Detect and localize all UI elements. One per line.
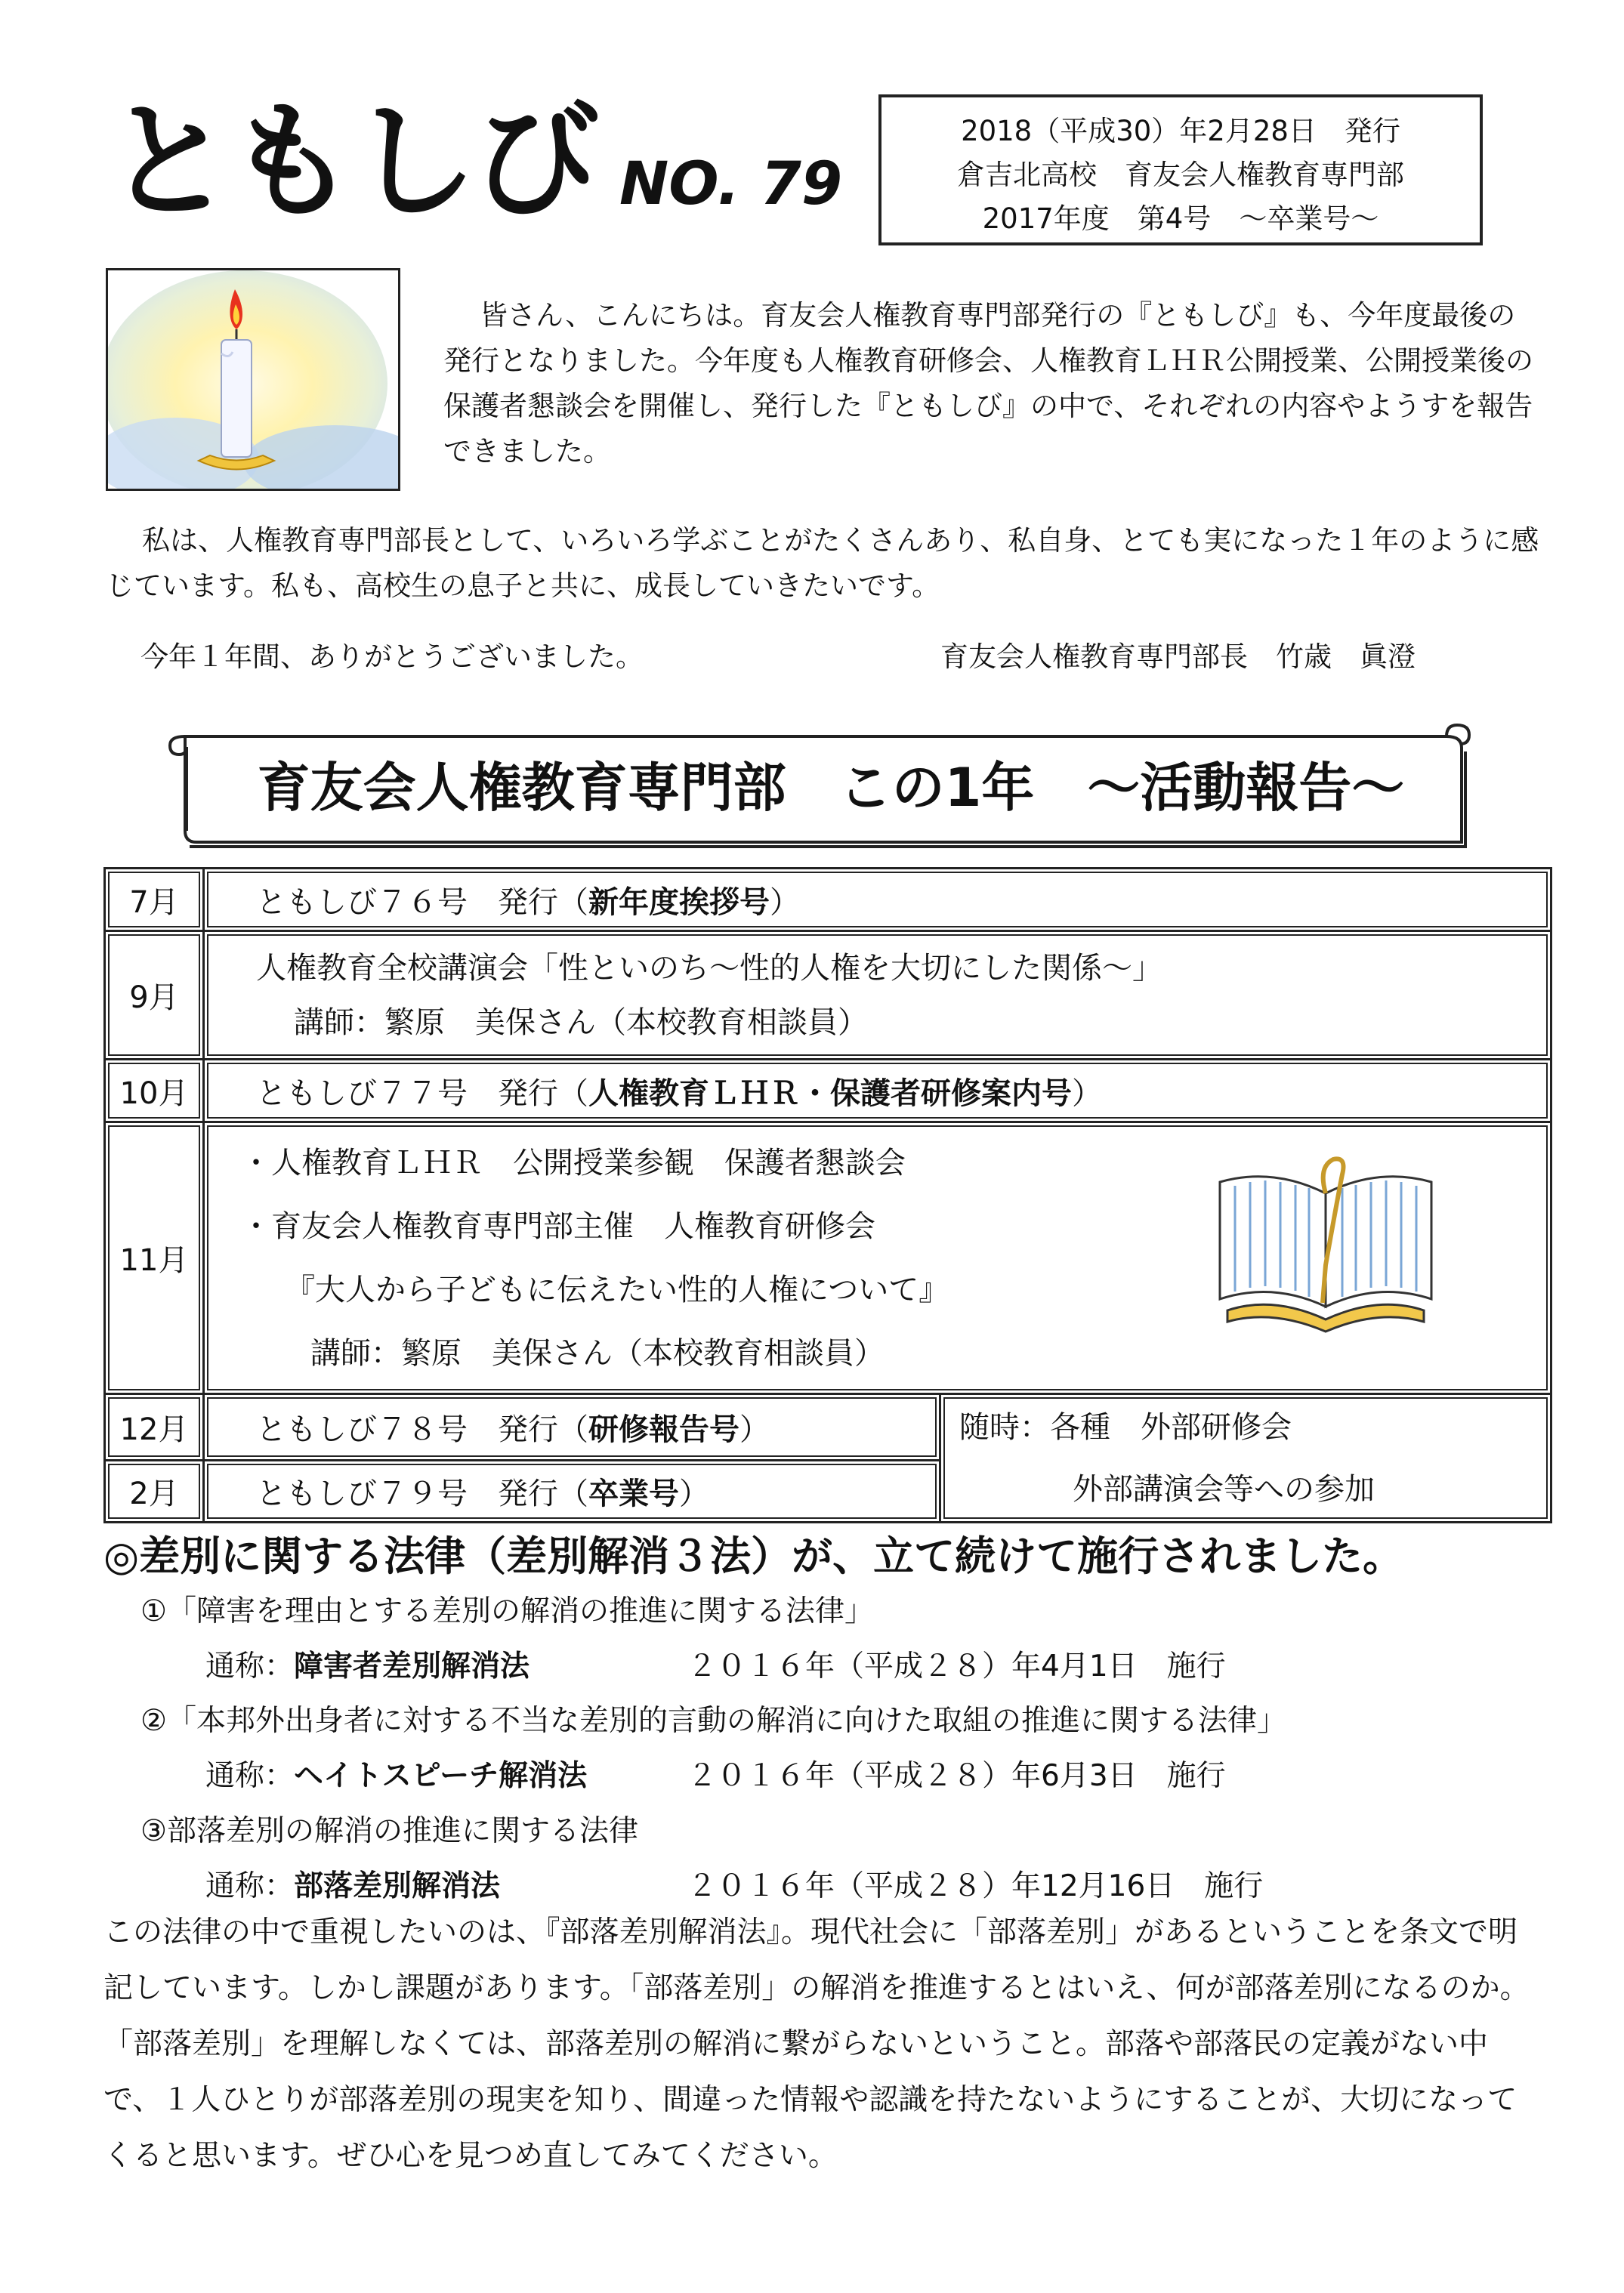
law-common-name: 通称：ヘイトスピーチ解消法 bbox=[205, 1759, 588, 1793]
issue-publisher: 倉吉北高校 育友会人権教育専門部 bbox=[957, 159, 1404, 191]
activity-cell: 人権教育全校講演会「性といのち～性的人権を大切にした関係～」 講師：繁原 美保さん（本校教育相談員） bbox=[204, 931, 1551, 1060]
banner-title: 育友会人権教育専門部 この1年 ～活動報告～ bbox=[257, 757, 1405, 819]
issue-number: NO. 79 bbox=[619, 150, 843, 218]
laws-heading: ◎差別に関する法律（差別解消３法）が、立て続けて施行されました。 bbox=[103, 1532, 1404, 1580]
greeting-paragraph-2: 私は、人権教育専門部長として、いろいろ学ぶことがたくさんあり、私自身、とても実になった１年のように感じています。私も、高校生の息子と共に、成長していきたいです。 bbox=[106, 524, 1539, 602]
activity-cell: ・人権教育ＬＨＲ 公開授業参観 保護者懇談会 ・育友会人権教育専門部主催 人権教育研修会 『大人から子どもに伝えたい性的人権について』 講師：繁原 美保さん（本校教育相談員） bbox=[204, 1122, 1551, 1394]
law-common-name: 通称：障害者差別解消法 bbox=[205, 1650, 530, 1683]
law-enactment-date: ２０１６年（平成２８）年6月3日 施行 bbox=[687, 1759, 1226, 1793]
closing-paragraph: この法律の中で重視したいのは、『部落差別解消法』。現代社会に「部落差別」があるということを条文で明記しています。しかし課題があります。「部落差別」の解消を推進するとはいえ、何が部落差別になるのか。「部落差別」を理解しなくては、部落差別の解消に繋がらないということ。部落や部落民の定義がない中で、１人ひとりが部落差別の現実を知り、間違った情報や認識を持たないようにすることが、大切になってくると思います。ぜひ心を見つめ直してみてください。 bbox=[103, 1915, 1530, 2173]
greeting-paragraph-1: 皆さん、こんにちは。育友会人権教育専門部発行の『ともしび』も、今年度最後の発行となりました。今年度も人権教育研修会、人権教育ＬＨＲ公開授業、公開授業後の保護者懇談会を開催し、発行した『ともしび』の中で、それぞれの内容やようすを報告できました。 bbox=[443, 299, 1533, 468]
issue-info-box bbox=[878, 94, 1483, 245]
month-cell: 9月 bbox=[105, 931, 204, 1060]
month-cell: 2月 bbox=[105, 1461, 204, 1523]
month-cell: 12月 bbox=[105, 1394, 204, 1461]
activity-cell: ともしび７７号 発行（人権教育ＬＨＲ・保護者研修案内号） bbox=[204, 1060, 1551, 1122]
law-enactment-date: ２０１６年（平成２８）年4月1日 施行 bbox=[687, 1650, 1226, 1683]
month-cell: 11月 bbox=[105, 1122, 204, 1394]
table-row bbox=[105, 1060, 1551, 1122]
law-title: ②「本邦外出身者に対する不当な差別的言動の解消に向けた取組の推進に関する法律」 bbox=[140, 1704, 1286, 1738]
month-cell: 7月 bbox=[105, 869, 204, 931]
law-enactment-date: ２０１６年（平成２８）年12月16日 施行 bbox=[687, 1869, 1264, 1903]
law-title: ③部落差別の解消の推進に関する法律 bbox=[140, 1814, 638, 1848]
law-title: ①「障害を理由とする差別の解消の推進に関する法律」 bbox=[140, 1594, 874, 1628]
greeting-signature: 育友会人権教育専門部長 竹歳 眞澄 bbox=[940, 640, 1416, 673]
activity-cell: ともしび７８号 発行（研修報告号） bbox=[204, 1394, 940, 1461]
note-cell: 随時：各種 外部研修会 外部講演会等への参加 bbox=[940, 1394, 1551, 1523]
table-row bbox=[105, 1394, 1551, 1461]
issue-volume: 2017年度 第4号 ～卒業号～ bbox=[982, 202, 1379, 235]
issue-date: 2018（平成30）年2月28日 発行 bbox=[961, 115, 1400, 147]
newsletter-title: ともしび bbox=[106, 88, 595, 236]
activity-cell: ともしび７６号 発行（新年度挨拶号） bbox=[204, 869, 1551, 931]
month-cell: 10月 bbox=[105, 1060, 204, 1122]
law-common-name: 通称：部落差別解消法 bbox=[205, 1869, 501, 1903]
open-book-icon bbox=[1212, 1152, 1439, 1333]
table-row bbox=[105, 931, 1551, 1060]
table-row bbox=[105, 869, 1551, 931]
activity-cell: ともしび７９号 発行（卒業号） bbox=[204, 1461, 940, 1523]
greeting-thanks: 今年１年間、ありがとうございました。 bbox=[140, 640, 644, 673]
candle-icon bbox=[106, 268, 400, 491]
